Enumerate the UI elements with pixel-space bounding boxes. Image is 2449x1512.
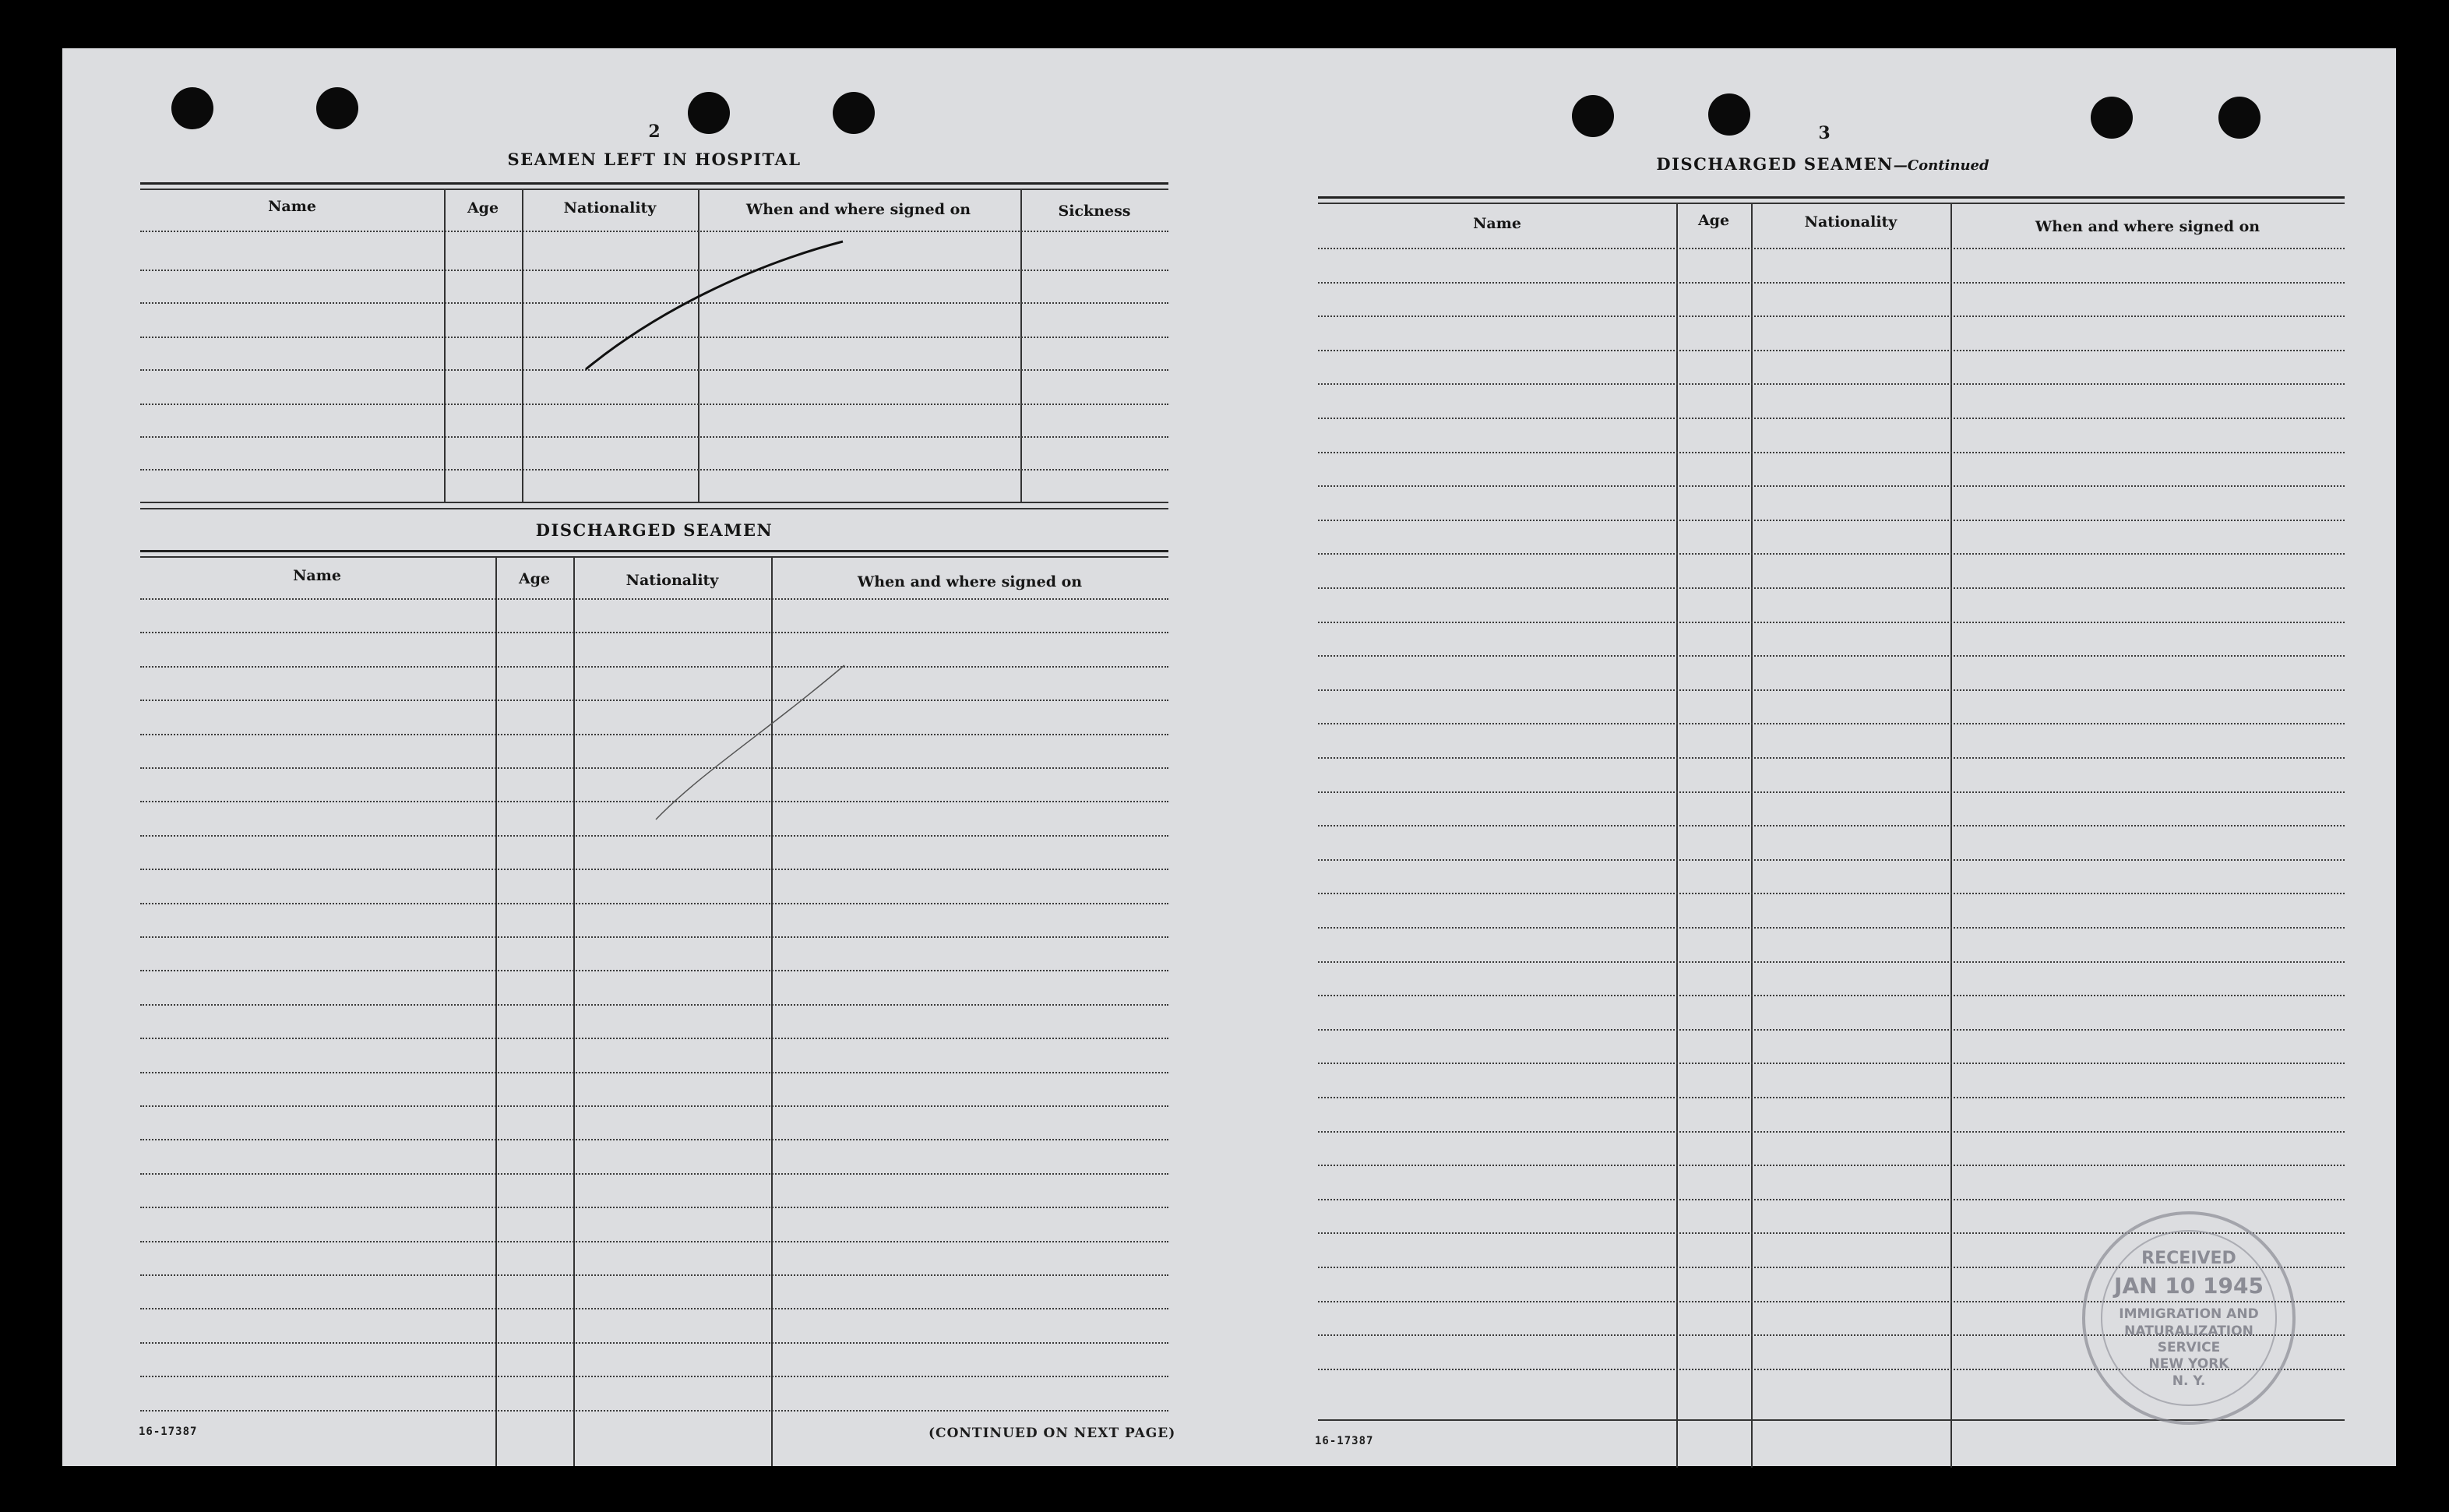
- page-number: 2: [648, 122, 661, 142]
- page-number: 3: [1818, 123, 1831, 143]
- column-header-name: Name: [268, 198, 316, 215]
- divider: [1318, 203, 2345, 204]
- table-row: [1318, 1199, 2345, 1200]
- table-row: [1318, 1131, 2345, 1133]
- table-row: [1318, 689, 2345, 691]
- left-page: [62, 48, 1231, 1466]
- table-row: [1318, 1063, 2345, 1064]
- column-header-signed-on: When and where signed on: [2035, 218, 2260, 235]
- stamp-line: RECEIVED: [2141, 1249, 2236, 1268]
- column-header-age: Age: [1697, 212, 1730, 229]
- table-row: [1318, 520, 2345, 521]
- table-row: [1318, 825, 2345, 826]
- table-row: [1318, 248, 2345, 249]
- stamp-line: IMMIGRATION AND: [2119, 1306, 2259, 1322]
- discharged-continued-title: [1488, 154, 2158, 174]
- table-row: [1318, 452, 2345, 453]
- column-divider: [1676, 203, 1678, 1468]
- table-row: [1318, 1029, 2345, 1031]
- stamp-line: N. Y.: [2172, 1373, 2206, 1389]
- column-header-signed-on: When and where signed on: [857, 573, 1083, 590]
- table-row: [1318, 893, 2345, 894]
- table-row: [1318, 418, 2345, 419]
- table-row: [1318, 961, 2345, 963]
- table-row: [1318, 723, 2345, 724]
- form-number: 16-17387: [1315, 1435, 1374, 1447]
- title-main: DISCHARGED SEAMEN: [1656, 154, 1894, 174]
- table-row: [1318, 622, 2345, 623]
- table-row: [1318, 1097, 2345, 1098]
- received-stamp: [2056, 1201, 2321, 1435]
- column-header-age: Age: [518, 570, 551, 587]
- column-divider: [1751, 203, 1753, 1468]
- table-row: [1318, 655, 2345, 657]
- table-row: [1318, 791, 2345, 793]
- column-header-sickness: Sickness: [1058, 203, 1131, 220]
- table-row: [1318, 485, 2345, 487]
- column-divider: [1950, 203, 1952, 1468]
- table-row: [1318, 757, 2345, 759]
- form-number: 16-17387: [139, 1426, 198, 1438]
- table-row: [1318, 859, 2345, 861]
- hospital-section-title: SEAMEN LEFT IN HOSPITAL: [507, 150, 802, 169]
- pen-mark: [62, 48, 1231, 1466]
- table-row: [1318, 927, 2345, 929]
- table-row: [1318, 1165, 2345, 1166]
- column-header-signed-on: When and where signed on: [745, 201, 971, 218]
- column-header-nationality: Nationality: [563, 199, 657, 217]
- divider: [1318, 196, 2345, 199]
- column-header-nationality: Nationality: [1804, 213, 1898, 231]
- continued-note: (CONTINUED ON NEXT PAGE): [929, 1426, 1176, 1441]
- stamp-line: SERVICE: [2157, 1340, 2221, 1355]
- column-header-nationality: Nationality: [625, 572, 719, 589]
- right-page: [1231, 48, 2396, 1466]
- table-row: [1318, 282, 2345, 284]
- column-header-name: Name: [1473, 215, 1521, 232]
- table-row: [1318, 315, 2345, 317]
- column-header-age: Age: [467, 199, 499, 217]
- stamp-line: NEW YORK: [2148, 1356, 2229, 1372]
- stamp-line: NATURALIZATION: [2124, 1323, 2253, 1339]
- table-row: [1318, 383, 2345, 385]
- document-sheet: [62, 48, 2396, 1466]
- discharged-section-title: DISCHARGED SEAMEN: [535, 520, 773, 540]
- title-suffix: —Continued: [1893, 157, 1989, 174]
- stamp-line: JAN 10 1945: [2114, 1273, 2264, 1299]
- table-row: [1318, 587, 2345, 589]
- column-header-name: Name: [293, 567, 341, 584]
- table-row: [1318, 995, 2345, 996]
- table-row: [1318, 350, 2345, 351]
- table-row: [1318, 553, 2345, 555]
